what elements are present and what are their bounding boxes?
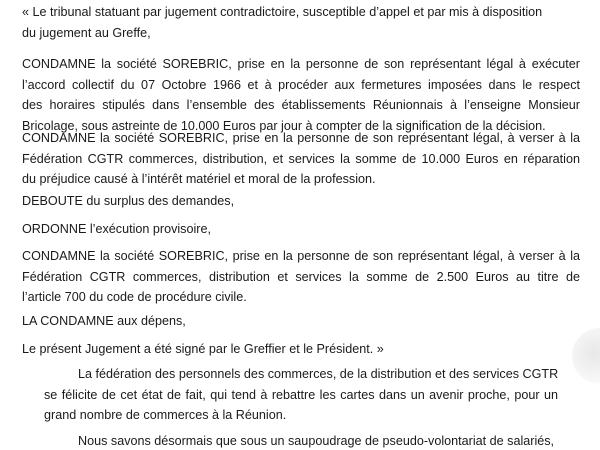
text-line: DEBOUTE du surplus des demandes, [22, 194, 235, 208]
paragraph-nous-savons [78, 431, 554, 450]
text-line: grand nombre de commerces à la Réunion. [44, 408, 287, 422]
text-line: Bricolage, sous astreinte de 10.000 Euros par jour à compter de la signification de la décision. [22, 118, 546, 133]
text-line: l’accord collectif du 07 Octobre 1966 et à procéder aux fermetures imposées dans le respect [22, 77, 580, 92]
paragraph-condamne-execution [22, 54, 580, 136]
paragraph-deboute [22, 191, 234, 212]
paragraph-condamne-reparation [22, 128, 580, 190]
text-line: du jugement au Greffe, [22, 25, 151, 40]
text-line: Fédération CGTR commerces, distribution, et services la somme de 10.000 Euros en réparation [22, 151, 580, 166]
text-line: CONDAMNE la société SOREBRIC, prise en la personne de son représentant légal, à verser à la [22, 249, 580, 263]
paragraph-federation [44, 364, 558, 426]
text-line: Fédération CGTR commerces, distribution et services la somme de 2.500 Euros au titre de [22, 269, 580, 284]
paragraph-condamne-article-700 [22, 246, 580, 308]
text-line: ORDONNE l’exécution provisoire, [22, 222, 211, 236]
paragraph-condamne-depens [22, 311, 186, 332]
paragraph-signature [22, 339, 384, 360]
text-line: La fédération des personnels des commerces, de la distribution et des services CGTR [78, 367, 559, 381]
text-line: LA CONDAMNE aux dépens, [22, 314, 186, 328]
text-line: se félicite de cet état de fait, qui tend à rebattre les cartes dans un avenir proche, pour un [44, 387, 558, 402]
text-line: l’article 700 du code de procédure civile. [22, 290, 247, 304]
text-line: Le présent Jugement a été signé par le Greffier et le Président. » [22, 342, 384, 356]
text-line: CONDAMNE la société SOREBRIC, prise en la personne de son représentant légal à exécuter [22, 57, 580, 71]
text-line: Nous savons désormais que sous un saupoudrage de pseudo-volontariat de salariés, [78, 434, 555, 448]
text-line: CONDAMNE la société SOREBRIC, prise en la personne de son représentant légal, à verser à la [22, 131, 580, 145]
paragraph-intro [22, 2, 542, 43]
text-line: des horaires stipulés dans l’ensemble des établissements Réunionnais à l’enseigne Monsieur [22, 98, 580, 112]
text-line: du préjudice causé à l’intérêt matériel et moral de la profession. [22, 172, 376, 186]
page-curl-shadow [572, 328, 600, 384]
text-line: « Le tribunal statuant par jugement contradictoire, susceptible d’appel et par mis à disposition [22, 5, 543, 19]
paragraph-ordonne [22, 219, 211, 240]
